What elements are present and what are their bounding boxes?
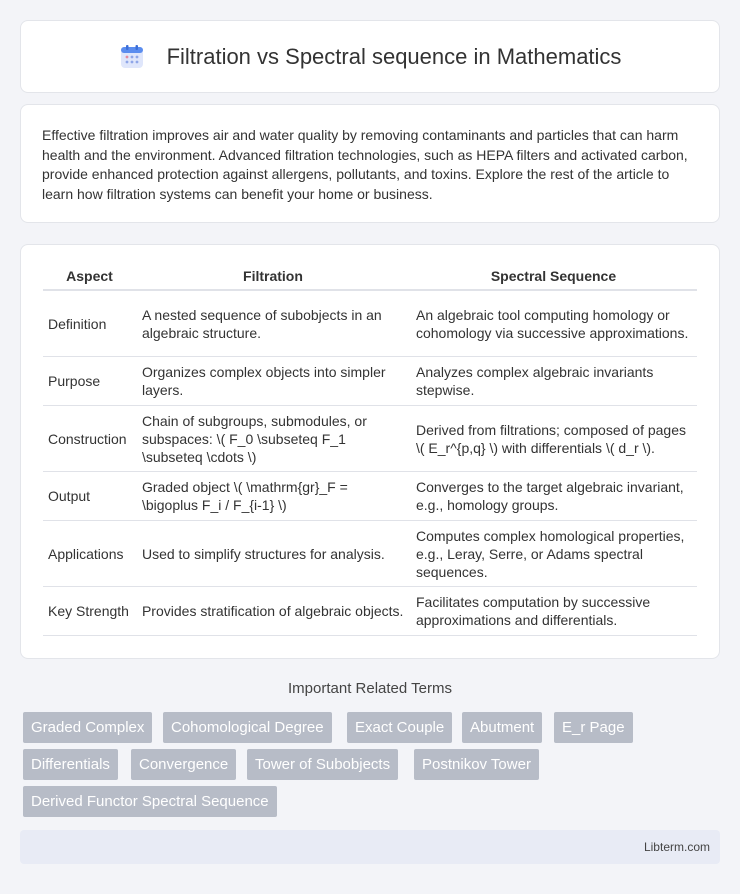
row-spectral: Derived from filtrations; composed of pages \( E_r^{p,q} \) with differentials \( d_r \). <box>410 406 697 472</box>
tag-derived-functor-spectral-sequence[interactable]: Derived Functor Spectral Sequence <box>23 786 277 817</box>
row-aspect: Applications <box>43 521 136 587</box>
calendar-grid-icon <box>119 44 145 70</box>
title-card <box>20 20 720 93</box>
row-filtration: Provides stratification of algebraic objects. <box>136 587 410 636</box>
header-filtration: Filtration <box>136 263 410 291</box>
tag-exact-couple[interactable]: Exact Couple <box>347 712 452 743</box>
footer-site-link[interactable]: Libterm.com <box>643 840 710 854</box>
footer <box>20 830 720 864</box>
tag-convergence[interactable]: Convergence <box>131 749 236 780</box>
row-aspect: Purpose <box>43 357 136 406</box>
row-spectral: Converges to the target algebraic invariant, e.g., homology groups. <box>410 472 697 521</box>
intro-card <box>20 104 720 223</box>
table-row <box>43 406 697 472</box>
row-spectral: Analyzes complex algebraic invariants stepwise. <box>410 357 697 406</box>
row-filtration: Graded object \( \mathrm{gr}_F = \bigoplus F_i / F_{i-1} \) <box>136 472 410 521</box>
table-row <box>43 291 697 357</box>
intro-paragraph: Effective filtration improves air and water quality by removing contaminants and particles that can harm health and the environment. Advanced filtration technologies, such as HEPA filters and activated carbon, provide enhanced protection against allergens, pollutants, and toxins. Explore the rest of the article to learn how filtration systems can benefit your home or business. <box>42 127 688 202</box>
tag-er-page[interactable]: E_r Page <box>554 712 633 743</box>
row-aspect: Definition <box>43 291 136 357</box>
row-aspect: Key Strength <box>43 587 136 636</box>
header-aspect: Aspect <box>43 263 136 291</box>
table-row <box>43 472 697 521</box>
tag-graded-complex[interactable]: Graded Complex <box>23 712 152 743</box>
row-aspect: Construction <box>43 406 136 472</box>
row-filtration: Chain of subgroups, submodules, or subspaces: \( F_0 \subseteq F_1 \subseteq \cdots \) <box>136 406 410 472</box>
tag-differentials[interactable]: Differentials <box>23 749 118 780</box>
row-spectral: Computes complex homological properties, e.g., Leray, Serre, or Adams spectral sequences. <box>410 521 697 587</box>
comparison-card <box>20 244 720 659</box>
row-filtration: Used to simplify structures for analysis. <box>136 521 410 587</box>
table-row <box>43 587 697 636</box>
row-spectral: An algebraic tool computing homology or cohomology via successive approximations. <box>410 291 697 357</box>
row-spectral: Facilitates computation by successive approximations and differentials. <box>410 587 697 636</box>
page-title: Filtration vs Spectral sequence in Mathematics <box>166 43 622 69</box>
table-row <box>43 521 697 587</box>
tag-tower-of-subobjects[interactable]: Tower of Subobjects <box>247 749 398 780</box>
tag-abutment[interactable]: Abutment <box>462 712 542 743</box>
tag-cohomological-degree[interactable]: Cohomological Degree <box>163 712 332 743</box>
row-aspect: Output <box>43 472 136 521</box>
row-filtration: Organizes complex objects into simpler layers. <box>136 357 410 406</box>
comparison-table <box>43 263 697 636</box>
header-spectral-sequence: Spectral Sequence <box>410 263 697 291</box>
table-header-row <box>43 263 697 291</box>
table-row <box>43 357 697 406</box>
tag-postnikov-tower[interactable]: Postnikov Tower <box>414 749 539 780</box>
row-filtration: A nested sequence of subobjects in an algebraic structure. <box>136 291 410 357</box>
related-terms-title: Important Related Terms <box>288 680 452 697</box>
